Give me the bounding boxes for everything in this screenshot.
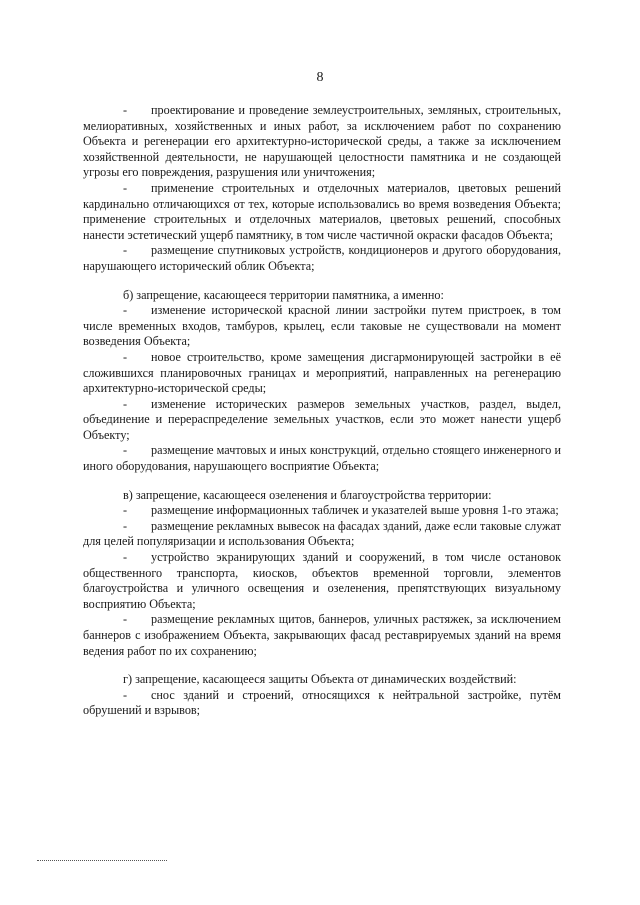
paragraph-text: размещение спутниковых устройств, кондиционеров и другого оборудования, нарушающего исторический облик Объекта; xyxy=(83,243,561,273)
list-dash: - xyxy=(123,243,128,258)
list-dash: - xyxy=(123,180,128,195)
list-item xyxy=(83,612,561,659)
paragraph-text: размещение рекламных щитов, баннеров, уличных растяжек, за исключением баннеров с изображением Объекта, закрывающих фасад реставрируемых зданий на время ведения работ по их сохранению; xyxy=(83,612,561,658)
list-item xyxy=(83,443,561,474)
list-item xyxy=(83,103,561,181)
paragraph-text: размещение рекламных вывесок на фасадах зданий, даже если таковые служат для целей популяризации и использования Объекта; xyxy=(83,518,561,549)
footer-divider xyxy=(37,860,167,861)
paragraph-gap xyxy=(83,475,561,488)
paragraph-text: изменение исторических размеров земельных участков, раздел, выдел, объединение и перераспределение земельных участков, если это может нанести ущерб Объекту; xyxy=(83,396,561,442)
section-heading xyxy=(83,488,561,504)
list-item xyxy=(83,519,561,550)
list-item xyxy=(83,550,561,612)
section-heading xyxy=(83,672,561,688)
section-heading xyxy=(83,288,561,304)
list-dash: - xyxy=(123,303,128,318)
list-item xyxy=(83,181,561,243)
list-dash: - xyxy=(123,612,128,627)
paragraph-gap xyxy=(83,659,561,672)
paragraph-text: в) запрещение, касающееся озеленения и благоустройства территории: xyxy=(123,487,492,502)
list-dash: - xyxy=(123,518,128,533)
list-dash: - xyxy=(123,349,128,364)
paragraph-text: новое строительство, кроме замещения дисгармонирующей застройки в её сложившихся планировочных границах и мероприятий, направленных на регенерацию архитектурно-исторической среды; xyxy=(83,349,561,396)
list-item xyxy=(83,503,561,519)
paragraph-text: г) запрещение, касающееся защиты Объекта от динамических воздействий: xyxy=(123,672,517,687)
paragraph-text: размещение информационных табличек и указателей выше уровня 1-го этажа; xyxy=(151,503,559,518)
paragraph-text: размещение мачтовых и иных конструкций, отдельно стоящего инженерного и иного оборудования, нарушающего восприятие Объекта; xyxy=(83,443,561,474)
list-dash: - xyxy=(123,443,128,458)
list-dash: - xyxy=(123,396,128,411)
paragraph-text: проектирование и проведение землеустроительных, земляных, строительных, мелиоративных, хозяйственных и иных работ, за исключением работ по сохранению Объекта и регенерации его архитектурно-исторической среды, а также за исключением хозяйственной деятельности, не нарушающей целостности памятника и не создающей угрозы его повреждения, разрушения или уничтожения; xyxy=(83,103,561,180)
list-dash: - xyxy=(123,687,128,702)
list-item xyxy=(83,397,561,444)
list-item xyxy=(83,350,561,397)
document-body xyxy=(83,103,561,719)
paragraph-text: применение строительных и отделочных материалов, цветовых решений кардинально отличающихся от тех, которые использовались во время возведения Объекта; применение строительных и отделочных материалов, цветовых решений, способных нанести эстетический ущерб памятнику, в том числе частичной окраски фасадов Объекта; xyxy=(83,180,561,242)
paragraph-gap xyxy=(83,275,561,288)
paragraph-text: устройство экранирующих зданий и сооружений, в том числе остановок общественного транспорта, киосков, объектов временной торговли, элементов благоустройства и уличного освещения и озеленения, препятствующих визуальному восприятию Объекта; xyxy=(83,550,561,611)
list-item xyxy=(83,303,561,350)
list-item xyxy=(83,243,561,274)
list-item xyxy=(83,688,561,719)
list-dash: - xyxy=(123,550,128,565)
list-dash: - xyxy=(123,103,128,117)
list-dash: - xyxy=(123,503,128,518)
page-number: 8 xyxy=(316,70,324,85)
paragraph-text: б) запрещение, касающееся территории памятника, а именно: xyxy=(123,287,444,302)
paragraph-text: изменение исторической красной линии застройки путем пристроек, в том числе временных входов, тамбуров, крылец, если таковые не существовали на момент возведения Объекта; xyxy=(83,303,561,349)
paragraph-text: снос зданий и строений, относящихся к нейтральной застройке, путём обрушений и взрывов; xyxy=(83,687,561,718)
